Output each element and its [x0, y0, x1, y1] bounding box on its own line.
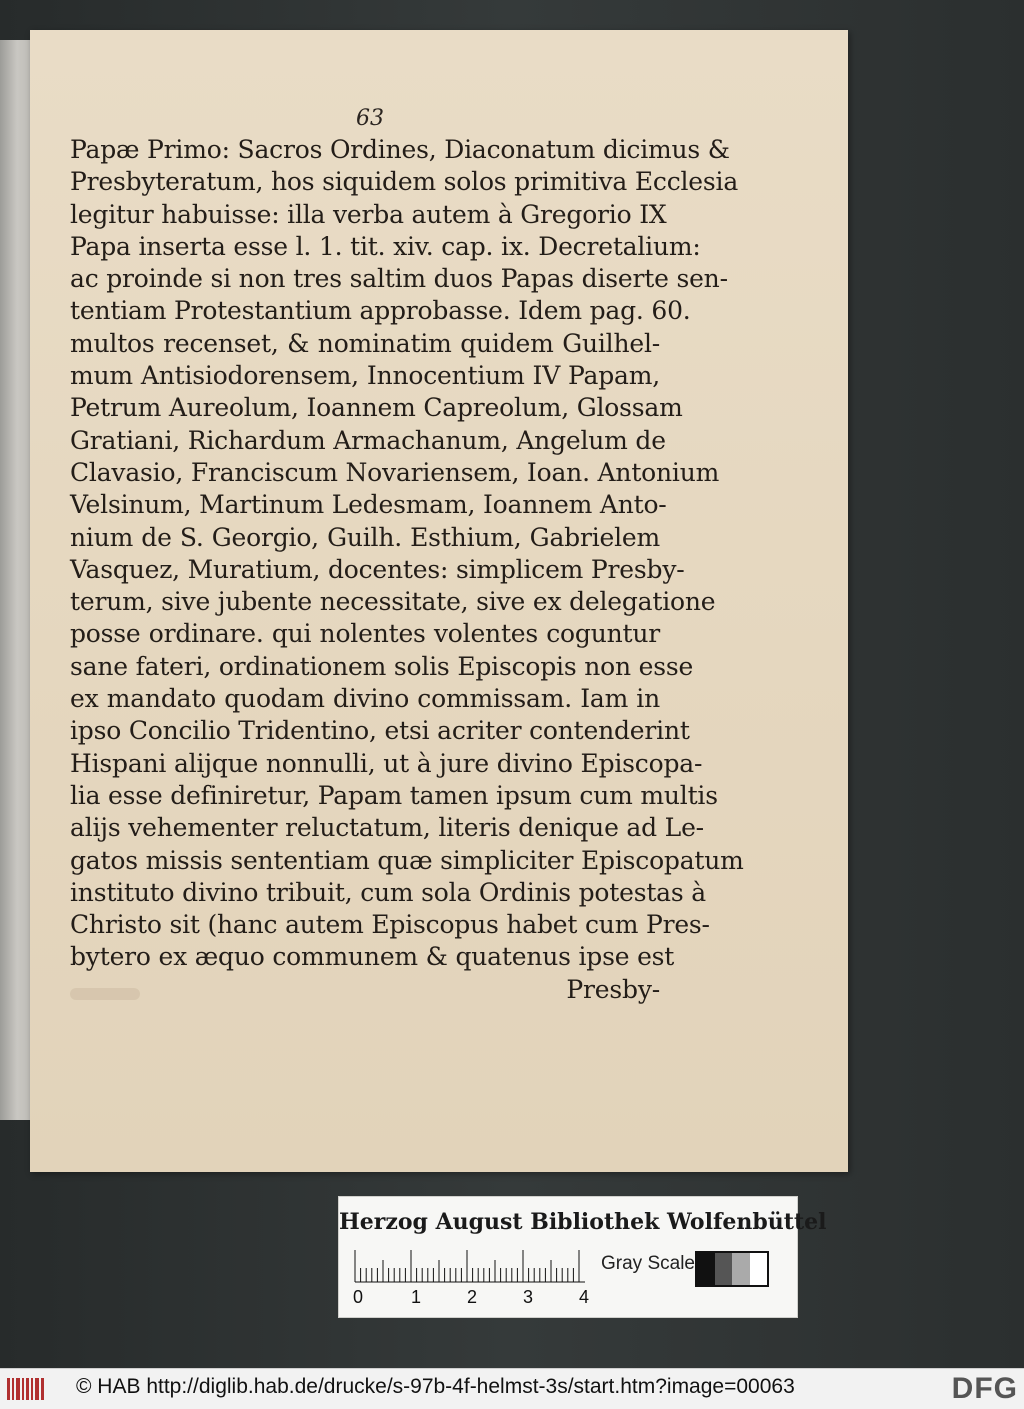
book-page [30, 30, 848, 1172]
ruler-number: 2 [467, 1287, 478, 1307]
text-line: multos recenset, & nominatim quidem Guilhel- [70, 328, 660, 358]
dfg-logo: DFG [951, 1372, 1018, 1405]
page-number: 63 [356, 106, 384, 131]
text-line: terum, sive jubente necessitate, sive ex delegatione [70, 587, 716, 617]
text-line: legitur habuisse: illa verba autem à Gregorio IX [70, 199, 667, 229]
ruler-number: 3 [523, 1287, 534, 1307]
barcode-icon [6, 1377, 46, 1401]
text-line: sane fateri, ordinationem solis Episcopis non esse [70, 651, 694, 681]
text-line: Clavasio, Franciscum Novariensem, Ioan. Antonium [70, 457, 720, 487]
gray-scale-label: Gray Scale [601, 1253, 695, 1274]
ruler-ticks [353, 1249, 593, 1283]
text-line: gatos missis sententiam quæ simpliciter Episcopatum [70, 845, 744, 875]
footer-bar [0, 1368, 1024, 1409]
gray-step [715, 1253, 733, 1285]
text-line: Vasquez, Muratium, docentes: simplicem Presby- [70, 554, 685, 584]
copyright-link[interactable]: © HAB http://diglib.hab.de/drucke/s-97b-4f-helmst-3s/start.htm?image=00063 [76, 1375, 795, 1398]
text-line: ipso Concilio Tridentino, etsi acriter contenderint [70, 716, 690, 746]
text-line: ac proinde si non tres saltim duos Papas diserte sen- [70, 264, 728, 294]
page-text [70, 134, 744, 1006]
gray-step [697, 1253, 715, 1285]
text-line: Christo sit (hanc autem Episcopus habet cum Pres- [70, 910, 710, 940]
text-line: nium de S. Georgio, Guilh. Esthium, Gabrielem [70, 522, 660, 552]
text-line: mum Antisiodorensem, Innocentium IV Papam, [70, 361, 660, 391]
ruler-number: 4 [579, 1287, 590, 1307]
gray-step [732, 1253, 750, 1285]
gray-scale-swatch [695, 1251, 769, 1287]
text-line: Papa inserta esse l. 1. tit. xiv. cap. ix. Decretalium: [70, 231, 701, 261]
text-line: tentiam Protestantium approbasse. Idem pag. 60. [70, 296, 691, 326]
text-line: Gratiani, Richardum Armachanum, Angelum de [70, 425, 666, 455]
text-line: Hispani alijque nonnulli, ut à jure divino Episcopa- [70, 748, 703, 778]
text-line: Velsinum, Martinum Ledesmam, Ioannem Anto- [70, 490, 667, 520]
text-line: instituto divino tribuit, cum sola Ordinis potestas à [70, 877, 706, 907]
ruler-number: 1 [411, 1287, 422, 1307]
text-line: Presby- [566, 974, 660, 1004]
text-line: Petrum Aureolum, Ioannem Capreolum, Glossam [70, 393, 683, 423]
text-line: Papæ Primo: Sacros Ordines, Diaconatum dicimus & [70, 135, 730, 164]
text-line: ex mandato quodam divino commissam. Iam in [70, 684, 660, 714]
ink-smudge [70, 988, 140, 1000]
text-line: lia esse definiretur, Papam tamen ipsum cum multis [70, 780, 718, 810]
color-scale-card [338, 1196, 827, 1318]
ruler [353, 1249, 593, 1283]
text-line: bytero ex æquo communem & quatenus ipse est [70, 942, 675, 972]
library-name: Herzog August Bibliothek Wolfenbüttel [339, 1209, 827, 1235]
ruler-number: 0 [353, 1287, 364, 1307]
gray-step [750, 1253, 768, 1285]
text-line: alijs vehementer reluctatum, literis denique ad Le- [70, 813, 704, 843]
text-line: Presbyteratum, hos siquidem solos primitiva Ecclesia [70, 167, 739, 197]
text-line: posse ordinare. qui nolentes volentes coguntur [70, 619, 660, 649]
